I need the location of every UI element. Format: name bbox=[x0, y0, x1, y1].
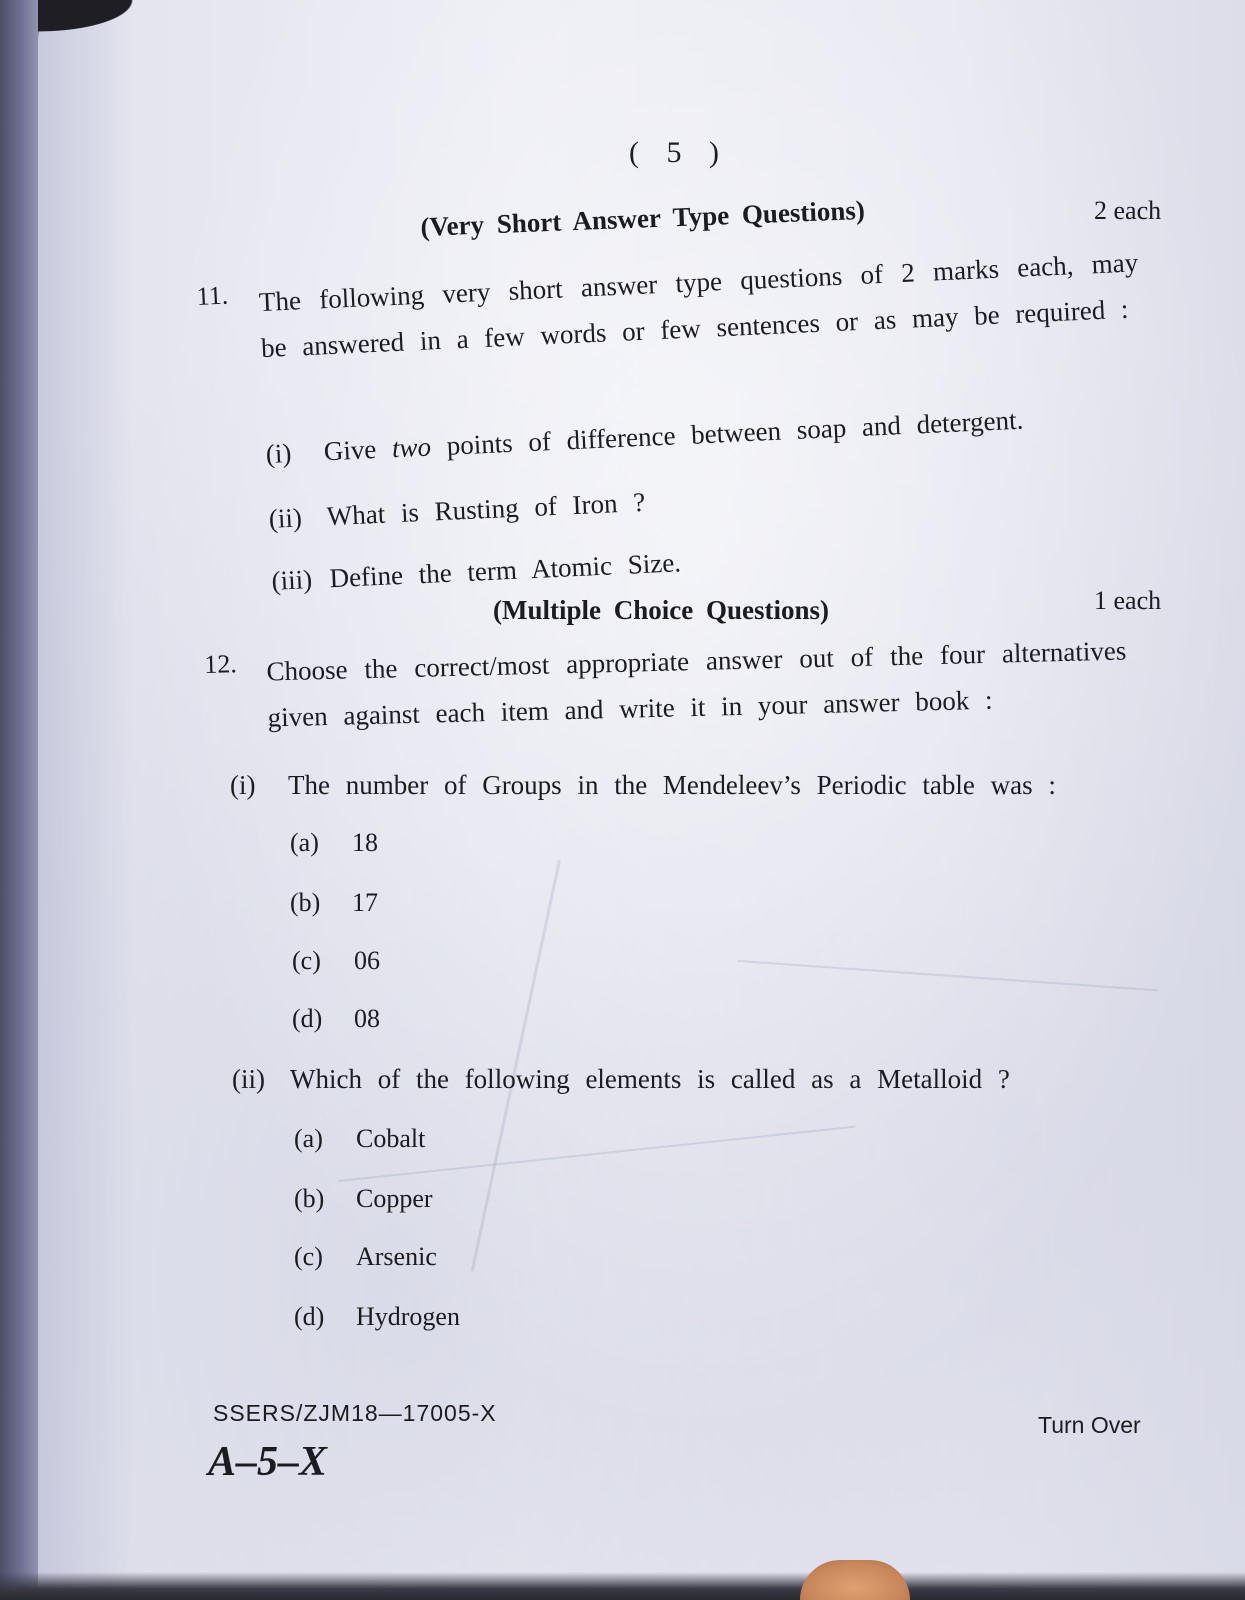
option-text: Copper bbox=[356, 1184, 433, 1213]
booklet-code: A–5–X bbox=[208, 1439, 328, 1485]
option-text: Hydrogen bbox=[356, 1302, 460, 1331]
part-label: (ii) bbox=[268, 502, 303, 534]
option-label: (d) bbox=[292, 1004, 323, 1033]
question-number: 11. bbox=[196, 280, 229, 311]
option-i-d bbox=[292, 1004, 380, 1034]
part-text: Give bbox=[323, 433, 393, 467]
paper-code: SSERS/ZJM18—17005-X bbox=[213, 1400, 497, 1426]
option-i-c bbox=[292, 946, 380, 976]
question-11-part-iii bbox=[271, 547, 682, 597]
item-text: The number of Groups in the Mendeleev’s Periodic table was : bbox=[288, 770, 1056, 800]
page-number: ( 5 ) bbox=[629, 136, 729, 169]
section-heading-multiple-choice: (Multiple Choice Questions) bbox=[493, 595, 829, 625]
option-label: (c) bbox=[294, 1242, 323, 1271]
option-i-a bbox=[290, 828, 378, 858]
option-label: (a) bbox=[294, 1124, 323, 1153]
option-text: 08 bbox=[354, 1004, 380, 1033]
question-12-text: Choose the correct/most appropriate answer out of the four alternatives given against each item and write it in your answer book : bbox=[266, 635, 1127, 733]
option-ii-d bbox=[294, 1302, 460, 1332]
question-11-part-i bbox=[265, 405, 1024, 470]
part-label: (i) bbox=[265, 437, 293, 469]
paper-crease bbox=[738, 960, 1157, 991]
section-heading-very-short-answer: (Very Short Answer Type Questions) bbox=[420, 194, 866, 242]
part-text: Define the term Atomic Size. bbox=[328, 547, 682, 594]
option-ii-c bbox=[294, 1242, 437, 1272]
option-label: (a) bbox=[290, 828, 319, 857]
option-label: (b) bbox=[294, 1184, 325, 1213]
part-text: points of difference between soap and detergent. bbox=[430, 404, 1024, 462]
question-number: 12. bbox=[204, 649, 238, 679]
part-label: (iii) bbox=[270, 564, 313, 596]
item-label: (ii) bbox=[232, 1064, 265, 1094]
question-12-item-i bbox=[230, 770, 1056, 801]
option-ii-b bbox=[294, 1184, 433, 1214]
section-marks-multiple-choice: 1 each bbox=[1094, 586, 1162, 615]
option-label: (b) bbox=[290, 888, 321, 917]
exam-page bbox=[38, 0, 1245, 1600]
turn-over-label: Turn Over bbox=[1038, 1412, 1141, 1438]
item-text: Which of the following elements is called as a Metalloid ? bbox=[290, 1064, 1010, 1094]
option-label: (d) bbox=[294, 1302, 325, 1331]
option-text: Arsenic bbox=[356, 1242, 437, 1271]
item-label: (i) bbox=[230, 770, 256, 800]
option-text: 17 bbox=[352, 888, 378, 917]
option-text: 18 bbox=[352, 828, 378, 857]
part-emphasis: two bbox=[391, 431, 432, 464]
background-bottom bbox=[0, 1572, 1245, 1600]
option-i-b bbox=[290, 888, 378, 918]
option-text: Cobalt bbox=[356, 1124, 426, 1153]
question-11-text: The following very short answer type questions of 2 marks each, may be answered in a few words or few sentences or as may be required : bbox=[258, 247, 1139, 364]
part-text: What is Rusting of Iron ? bbox=[326, 486, 646, 532]
section-marks-very-short-answer: 2 each bbox=[1094, 196, 1162, 225]
question-11-part-ii bbox=[268, 487, 646, 535]
question-11 bbox=[196, 247, 1139, 596]
option-text: 06 bbox=[354, 946, 380, 975]
option-ii-a bbox=[294, 1124, 425, 1154]
question-12 bbox=[204, 635, 1127, 733]
background-corner bbox=[38, 0, 158, 40]
option-label: (c) bbox=[292, 946, 321, 975]
question-12-item-ii bbox=[232, 1064, 1010, 1095]
